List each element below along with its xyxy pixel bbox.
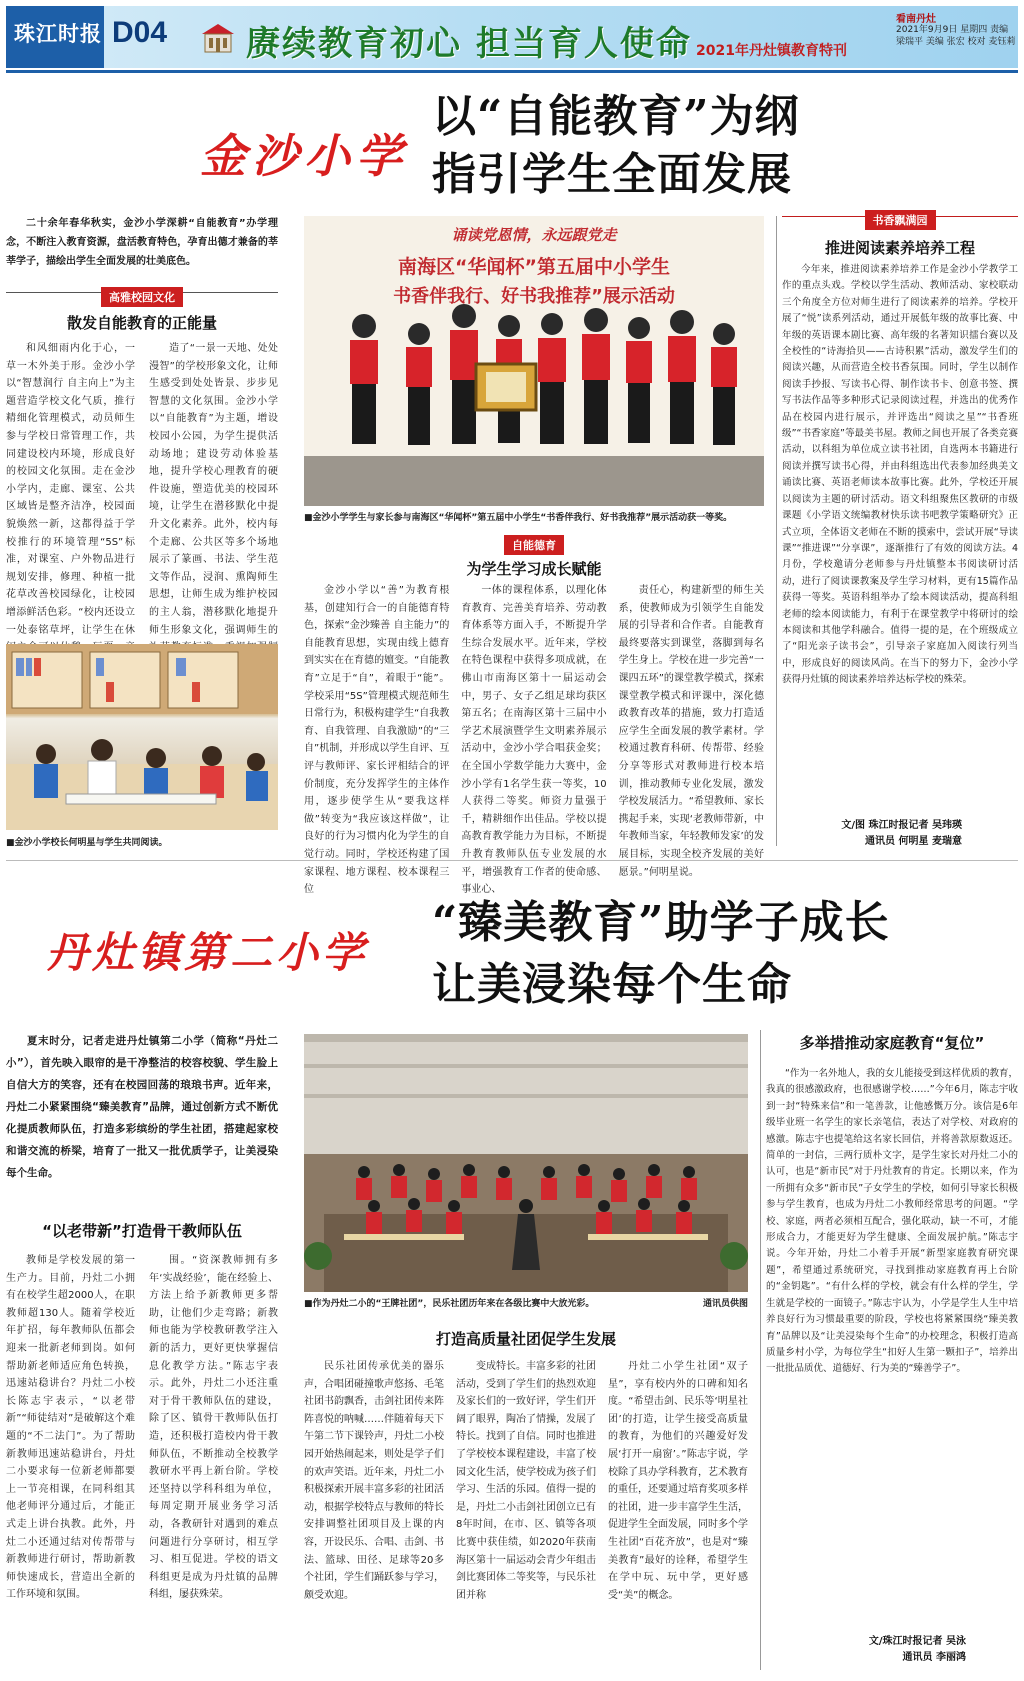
banner-line1: 南海区“华闻杯”第五届中小学生 bbox=[398, 256, 670, 278]
school-building-icon bbox=[200, 20, 236, 56]
section-title-moral-education: 为学生学习成长赋能 bbox=[466, 560, 602, 578]
section-tag-wrap bbox=[304, 534, 764, 555]
masthead-rule bbox=[6, 70, 1018, 73]
school-name-jinsha: 金沙小学 bbox=[200, 129, 408, 183]
photo-caption-principal-reading: ■金沙小学校长何明星与学生共同阅读。 bbox=[6, 838, 168, 848]
byline-article1 bbox=[782, 818, 962, 850]
section-tag-reading: 书香飘满园 bbox=[865, 210, 936, 230]
photo-caption-row bbox=[304, 1296, 748, 1309]
column-divider bbox=[776, 216, 777, 846]
section-title-clubs: 打造高质量社团促学生发展 bbox=[435, 1330, 616, 1348]
text-column: 丹灶二小学生社团“双子星”，享有校内外的口碑和知名度。“希望击剑、民乐等‘明星社团’的打造，让学生接受高质量的教育，为他们的兴趣爱好发展‘打开一扇窗’。”陈志宇说，学校除了具办学科教育，艺术教育的重任，还要通过培育奖项多样的社团，进一步丰富学生生活，促进学生全面发展，同时多个学生社团“百花齐放”，也是对“臻美教育”最好的诠释，希望学生在学中玩、玩中学，更好感受“美”的概念。 bbox=[608, 1361, 748, 1601]
page-number: D04 bbox=[112, 16, 168, 49]
paper-name: 珠江时报 bbox=[14, 21, 102, 46]
photo-principal-reading bbox=[6, 644, 278, 830]
section-tag-campus-culture: 高雅校园文化 bbox=[101, 287, 183, 307]
section-body-moral-education bbox=[304, 582, 764, 896]
section-tag-wrap bbox=[6, 286, 278, 307]
text-column: 变成特长。丰富多彩的社团活动，受到了学生们的热烈欢迎及家长们的一致好评，学生们开阔了眼界，陶冶了情操，发展了特长。找到了自信。同时也推进了学校校本课程建设，丰富了校园文化生活，使学校成为孩子们学习、生活的乐园。值得一提的是，丹灶二小击剑社团创立已有8年时间，在市、区、镇等各项比赛中获佳绩，如2020年获南海区第十一届运动会青少年组击剑比赛团体二等奖等，与民乐社团并称 bbox=[456, 1361, 596, 1601]
banner-slogan: 诵读党恩情，永远跟党走 bbox=[451, 226, 617, 244]
article1-title-line2: 指引学生全面发展 bbox=[432, 149, 792, 200]
section-tag-wrap bbox=[782, 209, 1018, 230]
text-column: 一体的课程体系，以理化体育教育、完善美育培养、劳动教育体系等方面入手，不断提升学生综合发展水平。近年来，学校在特色课程中获得多项成就，在佛山市南海区第十一届运动会中，男子、女子乙组足球均获区第五名；在南海区第十三届中小学艺术展演暨学生文明素养展示活动中，金沙小学合唱获金奖；在全国小学数学能力大赛中，金沙小学有1名学生获一等奖，10人获得二等奖。师资力量强于千，精耕细作出佳品。学校以提高教育教学能力为目标，不断提升教育教师队伍专业发展的水平，增强教育工作者的使命感、事业心、 bbox=[461, 585, 607, 896]
article1-lead: 二十余年春华秋实，金沙小学深耕“自能教育”办学理念，不断注入教育资源，盘活教育特色，孕育出德才兼备的莘莘学子，描绘出学生全面发展的壮美底色。 bbox=[6, 218, 278, 267]
page-slogan: 赓续教育初心 担当育人使命 bbox=[246, 24, 692, 64]
byline-reporter: 文/珠江时报记者 吴泳 bbox=[868, 1636, 966, 1647]
section-title-reading: 推进阅读素养培养工程 bbox=[824, 239, 975, 257]
masthead bbox=[6, 6, 1018, 68]
section-body-teachers bbox=[6, 1252, 278, 1672]
special-issue-label: 2021年丹灶镇教育特刊 bbox=[696, 43, 847, 59]
section-tag-moral-education: 自能德育 bbox=[504, 535, 564, 555]
byline-correspondent: 通讯员 何明星 麦瑞意 bbox=[865, 836, 962, 847]
text-column: 和风细雨内化于心，一草一木外美于形。金沙小学以“智慧润行 自主向上”为主题营造学校文化气质，推行精细化管理模式，动员师生参与学校日常管理工作，共同建设校内环境，形成良好的校园文化氛围。走在金沙小学内，走廊、课室、公共区域皆是整齐洁净，校园面貌焕然一新，这都得益于学校推行的环境管理“5S”标准，对课室、户外物品进行规划安排，修理、种植一批花草改善校园绿化，让校园增添鲜活色彩。“校内还设立一处泰铭草坪，让学生在休 bbox=[6, 343, 135, 636]
article2-title bbox=[432, 892, 890, 1016]
issue-meta: 2021年9月9日 星期四 责编 梁瑞平 美编 张宏 校对 麦钰莉 bbox=[896, 25, 1016, 47]
section-body-family-education: “作为一名外地人，我的女儿能接受到这样优质的教育，我真的很感激政府，也很感谢学校……”今年6月，陈志宇收到一封“特殊来信”和一笔善款，让他感慨万分。该信是6年级毕业班一名学生的家长亲笔信，表达了对学校、对政府的感激。陈志宇也提笔给这名家长回信，并将善款原数返还。简单的一封信，三两行质朴文字，是学生家长对丹灶二小的认可，也是“新市民”对于丹灶教育的肯定。长期以来，作为一所拥有众多“新市民”子女学生的学校，如何引导家长积极参与学生教育，也成为丹灶二小教师经常思考的问题。“学校、家庭，两者必须相互配合，强化联动，缺一不可，才能形成合力，才能更好为学生健康、全面发展护航。”陈志宇说。今年开始，丹灶二小着手开展“新型家庭教育研究课题”，希望通过系统研究，寻找到推动家庭教育再上台阶的“金钥匙”。“有什么样的学校，就会有什么样的学生，学生就是学校的一面镜子。”陈志宇认为，小学是学生人生中培养良好行为习惯最重要的阶段，学校也将紧紧围绕“臻美教育”品牌以及“让美浸染每个生命”的办校理念，积极打造高质量乡村小学，为每位学生“扣好人生第一颗扣子”，培养出一批批品质优、道德好、行为美的“臻善学子”。 bbox=[766, 1068, 1018, 1375]
section-body-reading: 今年来，推进阅读素养培养工作是金沙小学教学工作的重点头戏。学校以学生活动、教师活动、家校联动三个角度全方位对师生进行了阅读素养的培养。学校开展了“悦”读系列活动，通过开展低年级的故事比赛、中年级的英语课本剧比赛、高年级的名著知识擂台赛以及全校性的“诗海拾贝——古诗积累”活动，激发学生们的阅读兴趣，从而营造全校书香氛围。同时，学生以制作阅读手抄报、写读书心得、制作读书卡、创意书签、撰写书法作品等多种形式记录阅读过程，并选出的优秀作品在校园内进行展示，并评选出“阅读之星”“书香班级”“书香家庭”等最美书屋。教师之间也开展了各类竞赛活动，以科组为单位成立读书社团，自选两本书籍进行阅读并撰写读书心得，并由科组选出代表参加经典美文诵读比赛、英语老师读本故事比赛。此外，学校还开展以阅读为主题的研讨活动。语文科组聚焦区教研的市级课题《小学语文统编教材快乐读书吧教学策略研究》正式立项，全体语文老师在不断的摸索中，尝试开展“导读课”“推进课”“分享课”，逐渐推行了有效的阅读方法。4月份，学校邀请分老师参与丹灶镇整本书阅读研讨活动，进行了阅读课教案及学生学习材料，更有15篇作品获得一等奖。英语科组举办了绘本阅读活动，提高科组老师的绘本阅读能力，有利于在课堂教学中将研讨的绘本阅读和其他学科融合。值得一提的是，在个班级成立了“阳光亲子读书会”，引导亲子家庭加入阅读行列当中，形成良好的阅读风尚。在当下的努力下，金沙小学获得丹灶镇的阅读素养培养达标学校的殊荣。 bbox=[782, 264, 1018, 686]
text-column: 责任心，构建新型的师生关系，使教师成为引领学生自能发展的引导者和合作者。自能教育最终要落实到课堂，落脚到每名学生身上。学校在进一步完善“一课四五环”的课堂教学模式，探索课堂教学模式和评课中，深化德政教育改革的措施，致力打造适应学生全面发展的教学素材。学校通过教育科研、传帮带、经验分享等形式对教师进行校本培训，推动教师专业化发展，激发学校发展活力。“希望教师、家长携起手来，实现‘老教师带新，中年教师当家，年轻教师发家’的发展目标，实现全校齐发展的美好愿景。”何明星说。 bbox=[618, 585, 764, 878]
article2-title-line1: “臻美教育”助学子成长 bbox=[432, 897, 890, 948]
photo-reading-contest-group bbox=[304, 216, 764, 506]
article1-title-line1: 以“自能教育”为纲 bbox=[432, 91, 800, 142]
article2-lead: 夏末时分，记者走进丹灶镇第二小学（简称“丹灶二小”），首先映入眼帘的是干净整洁的校容校貌、学生脸上自信大方的笑容，还有在校园回荡的琅琅书声。近年来，丹灶二小紧紧围绕“臻美教育”品牌，通过创新方式不断优化提质教师队伍，打造多彩缤纷的学生社团，搭建起家校和谐交流的桥梁，培育了一批又一批优质学子，让美浸染每个生命。 bbox=[6, 1035, 278, 1179]
article-divider bbox=[6, 860, 1018, 861]
article2-title-line2: 让美浸染每个生命 bbox=[432, 959, 792, 1010]
school-name-danzao-no2: 丹灶镇第二小学 bbox=[46, 928, 369, 977]
column-divider bbox=[760, 1030, 761, 1670]
photo-caption-reading-contest: ■金沙小学学生与家长参与南海区“华闻杯”第五届中小学生“书香伴我行、好书我推荐”展示活动获一等奖。 bbox=[304, 513, 733, 523]
section-body-clubs bbox=[304, 1358, 748, 1672]
text-column: 造了“一景一天地、处处漫智”的学校形象文化，让师生感受到处处皆景、步步见智慧的文化氛围。金沙小学以“自能教育”为主题，增设校园小公园，为学生提供活动场地；建设劳动体验基地，提升学校心理教育的硬件设施，塑造优美的校园环境，让学生在潜移默化中提升文化素养。此外，校内每个走廊、公共区等多个场地展示了篆画、书法、学生范文等作品，浸润、熏陶师生思想，让师生成为维护校园的主人翁，潜移默化地提升师生形象文化，强调师生的 bbox=[149, 343, 278, 636]
text-column: 教师是学校发展的第一生产力。目前，丹灶二小拥有在校学生超2000人，在职教师超130人。随着学校近年扩招，每年教师队伍都会迎来一批新老师到岗。如何帮助新老师适应角色转换，迅速站稳讲台？丹灶二小校长陈志宇表示，“以老带新”“师徒结对”是破解这个难题的“不二法门”。为了帮助新教师迅速站稳讲台，丹灶二小要求每一位新老师都要上一节亮相课，在同科组其他老师评分通过后，才能正式走上讲台执教。此外，丹灶二小还通过结对传帮带与新教师进行研讨，帮助新教师快速成长，营造出全新的工作环境和氛围。 bbox=[6, 1255, 135, 1601]
article1-title bbox=[432, 88, 800, 204]
section-title-teachers: “以老带新”打造骨干教师队伍 bbox=[42, 1222, 242, 1240]
section-title-family-education: 多举措推动家庭教育“复位” bbox=[799, 1034, 985, 1052]
text-column: 金沙小学以“善”为教育根基，创建知行合一的自能德育特色，探索“金沙臻善 自主能力”的自能教育思想，实现由线上德育到实实在在育德的嬗变。“自能教育”立足于“自”，着眼于“能”。学校采用“5S”管理模式规范师生日常行为，积极构建学生“自我教育、自我管理、自我激励”的“三自”机制，并形成以学生自评、互评与教师评、家长评相结合的评价制度，充分发挥学生的主体作用，逐步使学生从“要我这样做”转变为“我应该这样做”，让良好的行为习惯内化为学生的自觉行动。同时，学校还构建了国家课程、地方课程、校本课程三位 bbox=[304, 585, 450, 896]
byline-correspondent: 通讯员 李丽鸿 bbox=[902, 1652, 966, 1663]
section-body-campus-culture bbox=[6, 340, 278, 640]
banner-line2: 书香伴我行、好书我推荐”展示活动 bbox=[393, 286, 675, 307]
photo-folk-orchestra bbox=[304, 1034, 748, 1292]
section-brand: 看南丹灶 bbox=[896, 14, 936, 25]
byline-article2 bbox=[766, 1634, 966, 1666]
photo-caption-folk-orchestra: ■作为丹灶二小的“王牌社团”，民乐社团历年来在各级比赛中大放光彩。 bbox=[304, 1299, 595, 1309]
photo-credit: 通讯员供图 bbox=[702, 1299, 748, 1309]
text-column: 围。“资深教师拥有多年‘实战经验’，能在经验上、方法上给予新教师更多帮助，让他们少走弯路；新教师也能为学校教研教学注入新的活力，更好更快掌握信息化教学方法。”陈志宇表示。此外，丹灶二小还注重对于骨干教师队伍的建设，除了区、镇骨干教师队伍打造，还积极打造校内骨干教师队伍，不断推动全校教学教研水平再上新台阶。学校还坚持以学科科组为单位，每周定期开展业务学习活动，各教研针对遇到的难点问题进行分享研讨，相互学习、相互促进。学校的语文科组更是成为丹灶镇的品牌科组，屡获殊荣。 bbox=[149, 1255, 278, 1601]
byline-reporter: 文/图 珠江时报记者 吴玮瑛 bbox=[841, 820, 962, 831]
section-title-campus-culture: 散发自能教育的正能量 bbox=[66, 314, 217, 332]
text-column: 民乐社团传承优美的器乐声，合唱团碰撞歌声悠扬、毛笔社团书韵飘香，击剑社团传来阵阵喜悦的呐喊……伴随着每天下午第二节下课铃声，丹灶二小校园开始热闹起来，则处是学子们的欢声笑语。近年来，丹灶二小积极探索开展丰富多彩的社团活动，根据学校特点与教师的特长安排调整社团项目及上课的内容，开设民乐、合唱、击剑、书法、篮球、田径、足球等20多个社团，学生们踊跃参与学习，颇受欢迎。 bbox=[304, 1361, 444, 1601]
